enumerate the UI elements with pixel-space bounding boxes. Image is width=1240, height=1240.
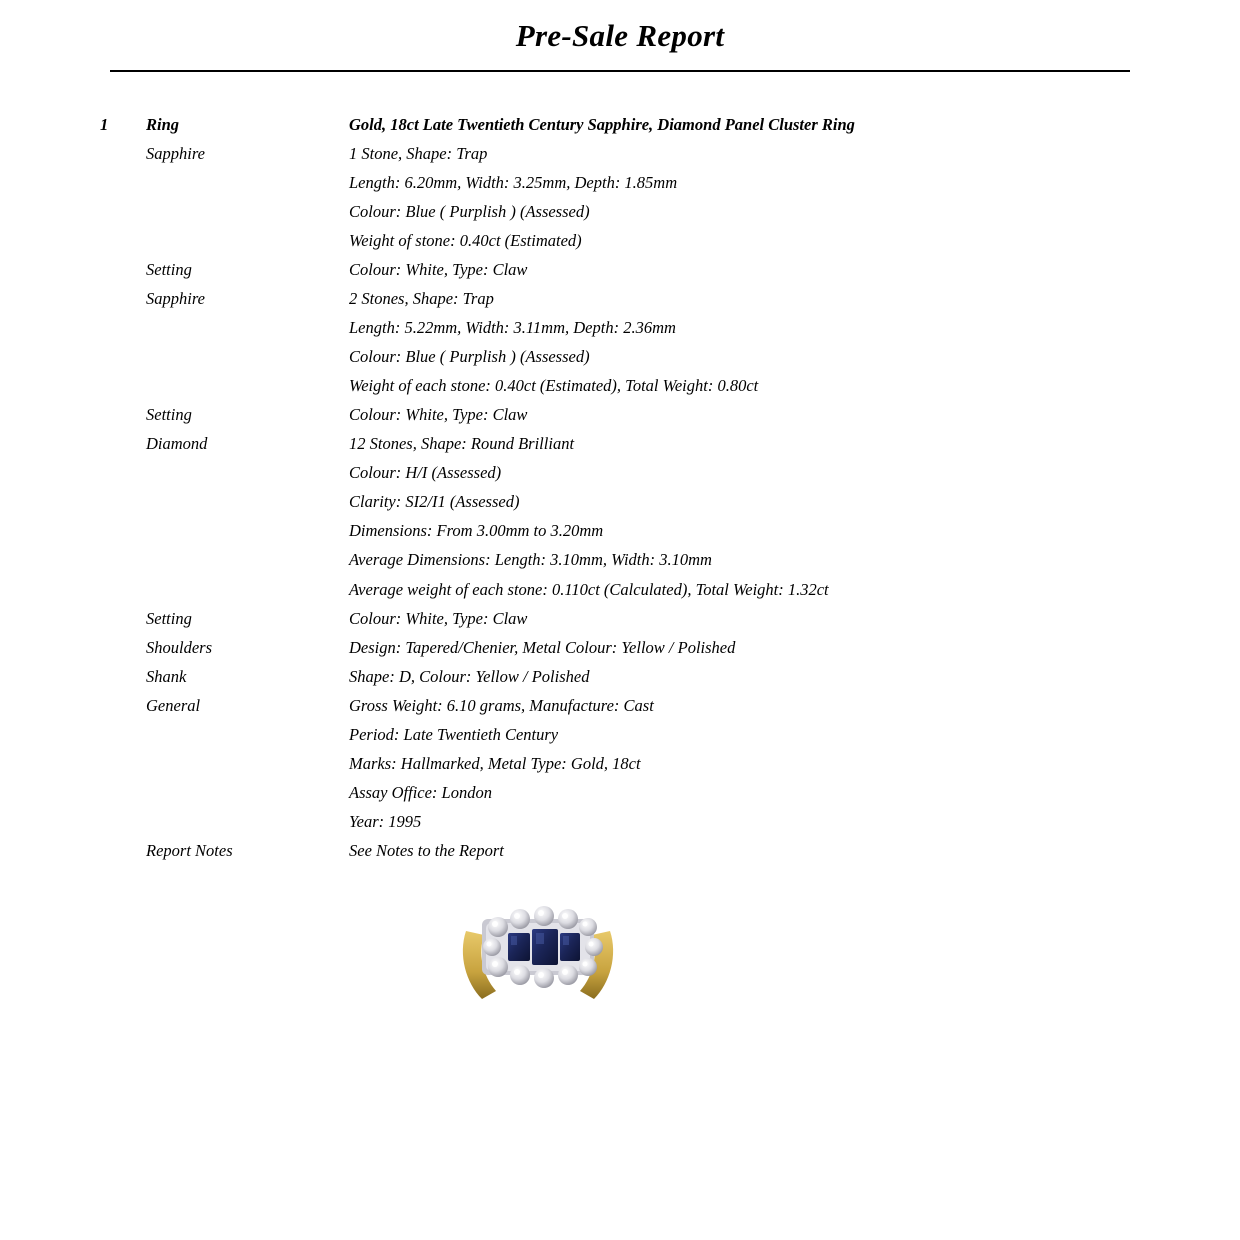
row-num-blank [100, 807, 146, 836]
row-num-blank [100, 662, 146, 691]
table-row [100, 371, 1120, 400]
row-value: Length: 5.22mm, Width: 3.11mm, Depth: 2.36mm [349, 318, 676, 338]
row-label-blank [146, 545, 349, 574]
row-num-blank [100, 197, 146, 226]
table-row [100, 662, 1120, 691]
ring-photo-container [100, 875, 1180, 1020]
row-value: Colour: White, Type: Claw [349, 405, 528, 425]
row-label-blank [146, 487, 349, 516]
row-label-blank [146, 458, 349, 487]
row-num-blank [100, 371, 146, 400]
row-value: Colour: White, Type: Claw [349, 260, 528, 280]
row-value: Gross Weight: 6.10 grams, Manufacture: Cast [349, 695, 654, 715]
row-value: 2 Stones, Shape: Trap [349, 289, 494, 309]
row-value: Weight of stone: 0.40ct (Estimated) [349, 231, 582, 251]
row-label: General [146, 695, 201, 715]
table-row [100, 168, 1120, 197]
table-row [100, 458, 1120, 487]
row-num-blank [100, 342, 146, 371]
row-label-blank [146, 778, 349, 807]
row-num-blank [100, 720, 146, 749]
item-description: Gold, 18ct Late Twentieth Century Sapphire, Diamond Panel Cluster Ring [349, 115, 855, 134]
row-label-blank [146, 371, 349, 400]
row-label-blank [146, 168, 349, 197]
table-row [100, 342, 1120, 371]
report-table-body [100, 110, 1120, 865]
sapphire-diamond-cluster-ring-photo [448, 875, 628, 1015]
row-value: Dimensions: From 3.00mm to 3.20mm [349, 521, 604, 541]
row-value: Colour: White, Type: Claw [349, 608, 528, 628]
table-row [100, 575, 1120, 604]
row-num-blank [100, 633, 146, 662]
table-row [100, 226, 1120, 255]
row-label: Shank [146, 666, 187, 686]
row-value: See Notes to the Report [349, 840, 504, 860]
row-label-blank [146, 749, 349, 778]
row-num-blank [100, 749, 146, 778]
table-row [100, 284, 1120, 313]
table-row [100, 778, 1120, 807]
table-row-header [100, 110, 1120, 139]
row-label-blank [146, 226, 349, 255]
row-value: Shape: D, Colour: Yellow / Polished [349, 666, 590, 686]
report-body [0, 110, 1240, 1020]
row-value: Average Dimensions: Length: 3.10mm, Width: 3.10mm [349, 550, 712, 570]
row-label: Setting [146, 405, 192, 425]
table-row [100, 807, 1120, 836]
table-row [100, 691, 1120, 720]
row-num-blank [100, 284, 146, 313]
row-label: Report Notes [146, 840, 233, 860]
row-label: Setting [146, 608, 192, 628]
item-label: Ring [146, 115, 180, 134]
page-title: Pre-Sale Report [515, 18, 725, 53]
table-row [100, 139, 1120, 168]
row-num-blank [100, 313, 146, 342]
row-num-blank [100, 400, 146, 429]
row-value: Year: 1995 [349, 811, 422, 831]
row-num-blank [100, 778, 146, 807]
title-divider [110, 70, 1130, 72]
row-value: Weight of each stone: 0.40ct (Estimated), Total Weight: 0.80ct [349, 376, 759, 396]
table-row [100, 255, 1120, 284]
table-row [100, 400, 1120, 429]
table-row [100, 604, 1120, 633]
row-label: Sapphire [146, 289, 205, 309]
row-num-blank [100, 429, 146, 458]
table-row [100, 836, 1120, 865]
row-label: Diamond [146, 434, 208, 454]
table-row [100, 197, 1120, 226]
row-num-blank [100, 255, 146, 284]
row-num-blank [100, 836, 146, 865]
row-label-blank [146, 342, 349, 371]
row-num-blank [100, 516, 146, 545]
row-value: Colour: H/I (Assessed) [349, 463, 502, 483]
table-row [100, 516, 1120, 545]
row-label-blank [146, 720, 349, 749]
row-num-blank [100, 545, 146, 574]
table-row [100, 487, 1120, 516]
row-label: Shoulders [146, 637, 212, 657]
row-value: Marks: Hallmarked, Metal Type: Gold, 18ct [349, 753, 641, 773]
table-row [100, 633, 1120, 662]
row-num-blank [100, 691, 146, 720]
report-table [100, 110, 1120, 865]
lot-number: 1 [100, 115, 109, 134]
row-num-blank [100, 139, 146, 168]
row-value: Period: Late Twentieth Century [349, 724, 559, 744]
row-value: Design: Tapered/Chenier, Metal Colour: Yellow / Polished [349, 637, 736, 657]
row-value: 1 Stone, Shape: Trap [349, 144, 488, 164]
row-value: 12 Stones, Shape: Round Brilliant [349, 434, 575, 454]
row-value: Colour: Blue ( Purplish ) (Assessed) [349, 347, 590, 367]
row-num-blank [100, 458, 146, 487]
row-label-blank [146, 197, 349, 226]
row-value: Assay Office: London [349, 782, 492, 802]
table-row [100, 313, 1120, 342]
row-num-blank [100, 226, 146, 255]
row-label-blank [146, 807, 349, 836]
row-label: Setting [146, 260, 192, 280]
table-row [100, 749, 1120, 778]
row-label-blank [146, 516, 349, 545]
table-row [100, 429, 1120, 458]
row-label-blank [146, 313, 349, 342]
row-num-blank [100, 575, 146, 604]
row-value: Length: 6.20mm, Width: 3.25mm, Depth: 1.85mm [349, 173, 678, 193]
row-label: Sapphire [146, 144, 205, 164]
table-row [100, 720, 1120, 749]
row-value: Clarity: SI2/I1 (Assessed) [349, 492, 520, 512]
row-value: Colour: Blue ( Purplish ) (Assessed) [349, 202, 590, 222]
row-num-blank [100, 487, 146, 516]
row-value: Average weight of each stone: 0.110ct (Calculated), Total Weight: 1.32ct [349, 579, 829, 599]
row-num-blank [100, 604, 146, 633]
table-row [100, 545, 1120, 574]
row-label-blank [146, 575, 349, 604]
row-num-blank [100, 168, 146, 197]
